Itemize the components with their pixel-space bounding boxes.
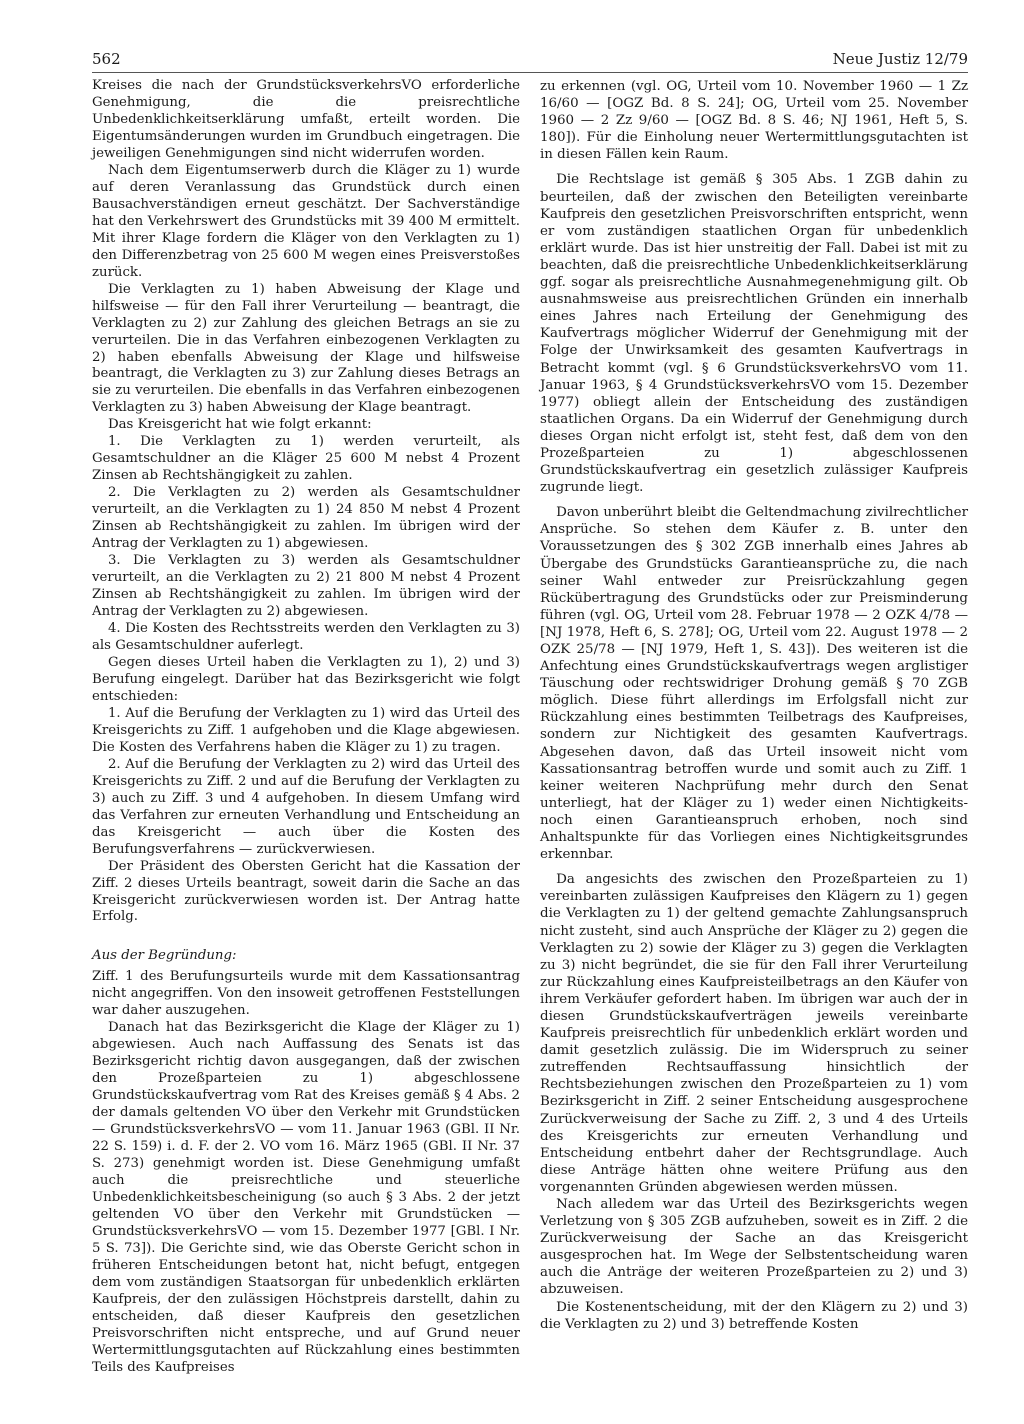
paragraph: Da angesichts des zwischen den Prozeßparteien zu 1) vereinbarten zulässigen Kaufpreises den Klägern zu 1) gegen die Verklagten zu 1) der geltend gemachte Zahlungsanspruch nicht zusteht, sind auch Ansprüche der Kläger zu 2) gegen die Verklagten zu 2) sowie der Kläger zu 3) gegen die Verklagten zu 3) nicht begründet, die sie für den Fall ihrer Verurteilung zur Rückzahlung eines Kaufpreisteilbetrags an den Käufer von ihrem Verkäufer gefordert haben. Im übrigen war auch der in diesen Grundstückskaufverträgen jeweils vereinbarte Kaufpreis preisrechtlich für unbedenklich erklärt worden und damit gesetzlich zulässig. Die im Widerspruch zu seiner zutreffenden Rechtsauffassung hinsichtlich der Rechtsbeziehungen zwischen den Prozeßparteien zu 1) vom Bezirksgericht in Ziff. 2 seiner Entscheidung ausgesprochene Zurückverweisung der Sache zu Ziff. 2, 3 und 4 des Urteils des Kreisgerichts zur erneuten Verhandlung und Entscheidung entbehrt daher der Rechtsgrundlage. Auch diese Anträge hätten ohne weitere Prüfung aus den vorgenannten Gründen abgewiesen werden müssen. [540, 872, 968, 1195]
list-item: 1. Auf die Berufung der Verklagten zu 1) wird das Urteil des Kreisgerichts zu Ziff. 1 aufgehoben und die Klage abgewiesen. Die Kosten des Verfahrens haben die Kläger zu 1) zu tragen. [92, 705, 520, 755]
paragraph: Die Verklagten zu 1) haben Abweisung der Klage und hilfsweise — für den Fall ihrer Verurteilung — beantragt, die Verklagten zu 2) zur Zahlung des gleichen Betrags an sie zu verurteilen. Die in das Verfahren einbezogenen Verklagten zu 2) haben ebenfalls Abweisung der Klage und hilfsweise beantragt, die Verklagten zu 3) zur Zahlung dieses Betrags an sie zu verurteilen. Die ebenfalls in das Verfahren einbezogenen Verklagten zu 3) haben Abweisung der Klage beantragt. [92, 281, 520, 416]
paragraph: Nach alledem war das Urteil des Bezirksgerichts wegen Verletzung von § 305 ZGB aufzuheben, soweit es in Ziff. 2 die Zurückverweisung der Sache an das Kreisgericht ausgesprochen hat. Im Wege der Selbstentscheidung waren auch die Anträge der weiteren Prozeßparteien zu 2) und 3) abzuweisen. [540, 1197, 968, 1298]
list-item: 3. Die Verklagten zu 3) werden als Gesamtschuldner verurteilt, an die Verklagten zu 2) 21 800 M nebst 4 Prozent Zinsen ab Rechtshängigkeit zu zahlen. Im übrigen wird der Antrag der Verklagten zu 2) abgewiesen. [92, 553, 520, 620]
paragraph: Nach dem Eigentumserwerb durch die Kläger zu 1) wurde auf deren Veranlassung das Grundstück durch einen Bausachverständigen erneut geschätzt. Der Sachverständige hat den Verkehrswert des Grundstücks mit 39 400 M ermittelt. Mit ihrer Klage fordern die Kläger von den Verklagten zu 1) den Differenzbetrag von 25 600 M wegen eines Preisverstoßes zurück. [92, 162, 520, 280]
section-heading: Aus der Begründung: [92, 948, 237, 964]
list-item: 2. Auf die Berufung der Verklagten zu 2) wird das Urteil des Kreisgerichts zu Ziff. 2 und auf die Berufung der Verklagten zu 3) auch zu Ziff. 3 und 4 aufgehoben. In diesem Umfang wird das Verfahren zur erneuten Verhandlung und Entscheidung an das Kreisgericht — auch über die Kosten des Berufungsverfahrens — zurückverwiesen. [92, 756, 520, 857]
list-item: 4. Die Kosten des Rechtsstreits werden den Verklagten zu 3) als Gesamtschuldner auferlegt. [92, 621, 520, 653]
paragraph: Ziff. 1 des Berufungsurteils wurde mit dem Kassationsantrag nicht angegriffen. Von den insoweit getroffenen Feststellungen war daher auszugehen. [92, 969, 520, 1019]
right-column [540, 78, 968, 1333]
paragraph: Danach hat das Bezirksgericht die Klage der Kläger zu 1) abgewiesen. Auch nach Auffassung des Senats ist das Bezirksgericht richtig davon ausgegangen, daß der zwischen den Prozeßparteien zu 1) abgeschlossene Grundstückskaufvertrag vom Rat des Kreises gemäß § 4 Abs. 2 der damals geltenden VO über den Verkehr mit Grundstücken — GrundstücksverkehrsVO — vom 11. Januar 1963 (GBl. II Nr. 22 S. 159) i. d. F. der 2. VO vom 16. März 1965 (GBl. II Nr. 37 S. 273) genehmigt worden ist. Diese Genehmigung umfaßt auch die preisrechtliche und steuerliche Unbedenklichkeitsbescheinigung (so auch § 3 Abs. 2 der jetzt geltenden VO über den Verkehr mit Grundstücken — GrundstücksverkehrsVO — vom 15. Dezember 1977 [GBl. I Nr. 5 S. 73]). Die Gerichte sind, wie das Oberste Gericht schon in früheren Entscheidungen betont hat, nicht befugt, entgegen dem vom zuständigen Staatsorgan für unbedenklich erklärten Kaufpreis, der den zulässigen Höchstpreis darstellt, dahin zu entscheiden, daß dieser Kaufpreis den gesetzlichen Preisvorschriften nicht entspreche, und auf Grund neuer Wertermittlungsgutachten auf Rückzahlung eines bestimmten Teils des Kaufpreises [92, 1020, 520, 1375]
page-number: 562 [92, 50, 121, 68]
paragraph: Die Kostenentscheidung, mit der den Klägern zu 2) und 3) die Verklagten zu 2) und 3) betreffende Kosten [540, 1299, 968, 1332]
list-item: 1. Die Verklagten zu 1) werden verurteilt, als Gesamtschuldner an die Kläger 25 600 M nebst 4 Prozent Zinsen ab Rechtshängigkeit zu zahlen. [92, 434, 520, 484]
paragraph: Der Präsident des Obersten Gericht hat die Kassation der Ziff. 2 dieses Urteils beantragt, soweit darin die Sache an das Kreisgericht zurückverwiesen worden ist. Der Antrag hatte Erfolg. [92, 858, 520, 925]
paragraph: Das Kreisgericht hat wie folgt erkannt: [107, 417, 372, 433]
header-rule [92, 72, 968, 73]
left-column [92, 78, 520, 1377]
journal-issue: Neue Justiz 12/79 [832, 50, 968, 68]
paragraph: Davon unberührt bleibt die Geltendmachung zivilrechtlicher Ansprüche. So stehen dem Käufer z. B. unter den Voraussetzungen des § 302 ZGB innerhalb eines Jahres ab Übergabe des Grundstücks Garantieansprüche zu, die nach seiner Wahl entweder zur Preisrückzahlung gegen Rückübertragung des Grundstücks oder zur Preisminderung führen (vgl. OG, Urteil vom 28. Februar 1978 — 2 OZK 4/78 — [NJ 1978, Heft 6, S. 278]; OG, Urteil vom 22. August 1978 — 2 OZK 25/78 — [NJ 1979, Heft 1, S. 43]). Des weiteren ist die Anfechtung eines Grundstückskaufvertrags wegen arglistiger Täuschung oder rechtswidriger Drohung gemäß § 70 ZGB möglich. Diese führt allerdings im Erfolgsfall nicht zur Rückzahlung eines bestimmten Teilbetrags des Kaufpreises, sondern zur Nichtigkeit des gesamten Kaufvertrags. Abgesehen davon, daß das Urteil insoweit nicht vom Kassationsantrag betroffen wurde und somit auch zu Ziff. 1 keiner weiteren Nachprüfung mehr durch den Senat unterliegt, hat der Kläger zu 1) weder einen Nichtigkeits- noch einen Garantieanspruch erhoben, noch sind Anhaltspunkte für das Vorliegen eines Nichtigkeitsgrundes erkennbar. [540, 505, 968, 863]
paragraph: zu erkennen (vgl. OG, Urteil vom 10. November 1960 — 1 Zz 16/60 — [OGZ Bd. 8 S. 24]; OG, Urteil vom 25. November 1960 — 2 Zz 9/60 — [OGZ Bd. 8 S. 46; NJ 1961, Heft 5, S. 180]). Für die Einholung neuer Wertermittlungsgutachten ist in diesen Fällen kein Raum. [540, 79, 968, 163]
page-header [92, 48, 968, 70]
paragraph: Die Rechtslage ist gemäß § 305 Abs. 1 ZGB dahin zu beurteilen, daß der zwischen den Beteiligten vereinbarte Kaufpreis den gesetzlichen Preisvorschriften entspricht, wenn er vom zuständigen staatlichen Organ für unbedenklich erklärt wurde. Das ist hier unstreitig der Fall. Dabei ist mit zu beachten, daß die preisrechtliche Unbedenklichkeitserklärung ggf. sogar als preisrechtliche Ausnahmegenehmigung gilt. Ob ausnahmsweise aus preisrechtlichen Gründen ein innerhalb eines Jahres nach Erteilung der Genehmigung des Kaufvertrags möglicher Widerruf der Genehmigung mit der Folge der Unwirksamkeit des gesamten Kaufvertrags in Betracht kommt (vgl. § 6 GrundstücksverkehrsVO vom 11. Januar 1963, § 4 GrundstücksverkehrsVO vom 15. Dezember 1977) obliegt allein der Entscheidung des zuständigen staatlichen Organs. Da ein Widerruf der Genehmigung durch dieses Organ nicht erfolgt ist, steht fest, daß dem von den Prozeßparteien zu 1) abgeschlossenen Grundstückskaufvertrag ein gesetzlich zulässiger Kaufpreis zugrunde liegt. [540, 172, 968, 496]
paragraph: Gegen dieses Urteil haben die Verklagten zu 1), 2) und 3) Berufung eingelegt. Darüber hat das Bezirksgericht wie folgt entschieden: [92, 654, 520, 704]
list-item: 2. Die Verklagten zu 2) werden als Gesamtschuldner verurteilt, an die Verklagten zu 1) 24 850 M nebst 4 Prozent Zinsen ab Rechtshängigkeit zu zahlen. Im übrigen wird der Antrag der Verklagten zu 1) abgewiesen. [92, 485, 520, 552]
paragraph: Kreises die nach der GrundstücksverkehrsVO erforderliche Genehmigung, die die preisrechtliche Unbedenklichkeitserklärung umfaßt, erteilt worden. Die Eigentumsänderungen wurden im Grundbuch eingetragen. Die jeweiligen Genehmigungen sind nicht widerrufen worden. [92, 78, 520, 161]
